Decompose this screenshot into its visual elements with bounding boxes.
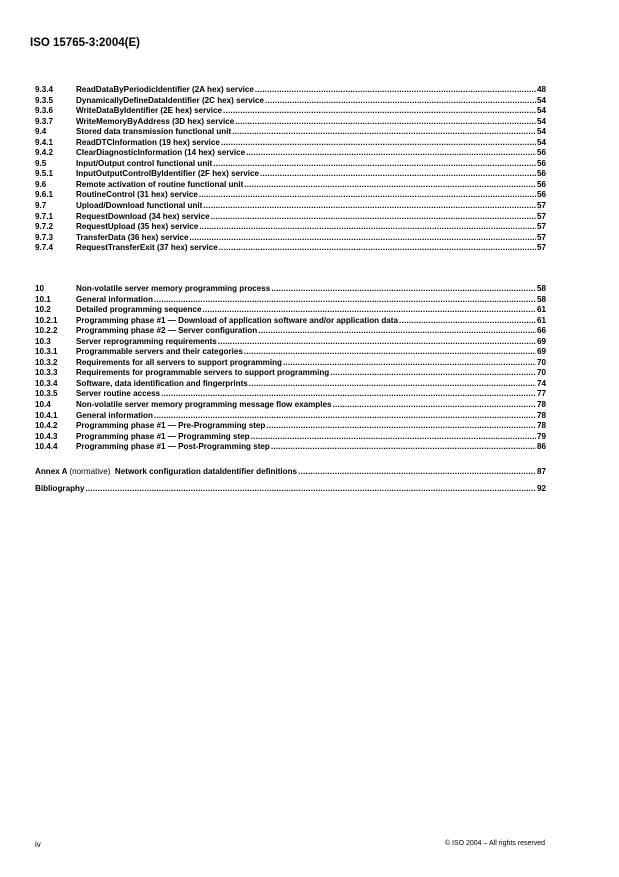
toc-page-number: 78	[536, 421, 546, 431]
toc-page-number: 74	[536, 378, 546, 388]
toc-entry[interactable]	[35, 138, 546, 149]
toc-entry[interactable]	[35, 169, 546, 180]
toc-entry-number: 9.3.6	[35, 106, 54, 116]
toc-entry[interactable]	[35, 389, 546, 400]
toc-entry[interactable]	[35, 400, 546, 411]
toc-section-9	[35, 85, 546, 254]
toc-entry-number: 10.3.2	[35, 357, 58, 367]
dot-leader	[271, 442, 536, 453]
dot-leader	[333, 400, 536, 411]
toc-entry-title: Stored data transmission functional unit	[76, 127, 232, 137]
toc-entry-title: Programming phase #1 — Pre-Programming step	[76, 421, 266, 431]
toc-entry-title: General information	[76, 410, 153, 420]
toc-annex-a	[35, 467, 546, 478]
toc-page-number: 54	[536, 106, 546, 116]
toc-entry-title: ReadDTCInformation (19 hex) service	[76, 137, 220, 147]
toc-entry[interactable]	[35, 190, 546, 201]
toc-entry[interactable]	[35, 233, 546, 244]
toc-entry-number: 9.3.5	[35, 95, 54, 105]
toc-entry[interactable]	[35, 222, 546, 233]
toc-page-number: 57	[536, 243, 546, 253]
toc-page-number: 86	[536, 442, 546, 452]
toc-page-number: 92	[536, 484, 546, 493]
dot-leader	[255, 85, 536, 96]
toc-entry-number: 10.4	[35, 400, 51, 410]
toc-entry[interactable]	[35, 368, 546, 379]
dot-leader	[154, 295, 536, 306]
toc-page-number: 54	[536, 127, 546, 137]
toc-entry[interactable]	[35, 159, 546, 170]
toc-entry-title: Requirements for programmable servers to support programming	[76, 368, 330, 378]
toc-entry-title: Programmable servers and their categories	[76, 347, 243, 357]
dot-leader	[219, 243, 536, 254]
toc-entry-number: 9.7.4	[35, 243, 54, 253]
toc-entry-title: Detailed programming sequence	[76, 305, 202, 315]
toc-entry-title: Software, data identification and fingerprints	[76, 378, 248, 388]
toc-page-number: 87	[536, 467, 546, 476]
toc-page-number: 78	[536, 400, 546, 410]
dot-leader	[246, 148, 536, 159]
toc-entry[interactable]	[35, 316, 546, 327]
toc-page-number: 58	[536, 284, 546, 293]
dot-leader	[258, 326, 536, 337]
toc-entry[interactable]	[35, 148, 546, 159]
dot-leader	[265, 96, 536, 107]
toc-entry-title: Bibliography	[35, 484, 85, 493]
toc-entry[interactable]	[35, 127, 546, 138]
toc-entry-number: 9.6.1	[35, 190, 54, 200]
toc-entry[interactable]	[35, 212, 546, 223]
dot-leader	[203, 201, 536, 212]
toc-entry-number: 9.3.7	[35, 116, 54, 126]
toc-page-number: 79	[536, 431, 546, 441]
toc-bibliography	[35, 484, 546, 495]
toc-entry[interactable]	[35, 467, 546, 478]
toc-page-number: 57	[536, 211, 546, 221]
toc-page-number: 57	[536, 201, 546, 211]
toc-entry-number: 9.4	[35, 127, 47, 137]
toc-page-number: 54	[536, 116, 546, 126]
toc-entry-number: 9.3.4	[35, 85, 54, 94]
toc-entry[interactable]	[35, 337, 546, 348]
toc-entry-number: 9.5.1	[35, 169, 54, 179]
dot-leader	[244, 347, 536, 358]
toc-entry-number: 10.3	[35, 336, 51, 346]
toc-entry[interactable]	[35, 180, 546, 191]
toc-entry-title: RequestTransferExit (37 hex) service	[76, 243, 218, 253]
toc-entry-title: Requirements for all servers to support programming	[76, 357, 282, 367]
toc-entry-title: ReadDataByPeriodicIdentifier (2A hex) service	[76, 85, 254, 94]
toc-page-number: 61	[536, 315, 546, 325]
toc-entry-title: Programming phase #1 — Post-Programming step	[76, 442, 270, 452]
toc-entry-number: 10.3.3	[35, 368, 58, 378]
toc-entry-number: 9.7.3	[35, 232, 54, 242]
toc-entry-title: Programming phase #1 — Programming step	[76, 431, 250, 441]
toc-page-number: 58	[536, 294, 546, 304]
toc-page-number: 57	[536, 232, 546, 242]
toc-entry[interactable]	[35, 305, 546, 316]
dot-leader	[271, 284, 536, 295]
toc-entry[interactable]	[35, 484, 546, 495]
toc-page-number: 78	[536, 410, 546, 420]
page-number: iv	[35, 840, 41, 849]
annex-label: Annex A	[35, 467, 68, 476]
toc-entry-number: 9.4.2	[35, 148, 54, 158]
toc-entry-number: 9.5	[35, 158, 47, 168]
toc-entry-title: General information	[76, 294, 153, 304]
toc-entry-number: 10.4.2	[35, 421, 58, 431]
toc-entry-number: 10.2	[35, 305, 51, 315]
document-header: ISO 15765-3:2004(E)	[30, 37, 140, 49]
toc-entry-title: Programming phase #2 — Server configuration	[76, 326, 258, 336]
toc-entry[interactable]	[35, 379, 546, 390]
toc-entry-number: 10.2.1	[35, 315, 58, 325]
toc-entry-number: 10.4.3	[35, 431, 58, 441]
copyright-notice: © ISO 2004 – All rights reserved	[444, 840, 545, 847]
dot-leader	[213, 159, 536, 170]
dot-leader	[244, 180, 536, 191]
toc-page-number: 69	[536, 336, 546, 346]
toc-page-number: 56	[536, 169, 546, 179]
toc-entry-title: InputOutputControlByIdentifier (2F hex) service	[76, 169, 260, 179]
toc-page-number: 56	[536, 179, 546, 189]
toc-entry-number: 9.6	[35, 179, 47, 189]
toc-entry-number: 9.7.2	[35, 222, 54, 232]
dot-leader	[232, 127, 536, 138]
dot-leader	[85, 484, 536, 495]
toc-entry-title: RequestDownload (34 hex) service	[76, 211, 210, 221]
dot-leader	[199, 222, 536, 233]
toc-page-number: 69	[536, 347, 546, 357]
toc-entry[interactable]	[35, 284, 546, 295]
dot-leader	[211, 212, 536, 223]
dot-leader	[203, 305, 536, 316]
toc-entry[interactable]	[35, 432, 546, 443]
toc-entry[interactable]	[35, 201, 546, 212]
toc-page-number: 57	[536, 222, 546, 232]
toc-entry-number: 10.3.5	[35, 389, 58, 399]
toc-entry[interactable]	[35, 295, 546, 306]
toc-entry-number: 9.7.1	[35, 211, 54, 221]
dot-leader	[251, 432, 536, 443]
toc-entry-number: 10.4.4	[35, 442, 58, 452]
toc-entry-number: 10.4.1	[35, 410, 58, 420]
toc-entry[interactable]	[35, 421, 546, 432]
toc-page-number: 56	[536, 190, 546, 200]
toc-entry-title: Non-volatile server memory programming message flow examples	[76, 400, 332, 410]
dot-leader	[161, 389, 536, 400]
dot-leader	[283, 358, 536, 369]
toc-entry-title: Input/Output control functional unit	[76, 158, 213, 168]
annex-title: Network configuration dataIdentifier definitions	[114, 467, 298, 476]
toc-page-number: 70	[536, 357, 546, 367]
toc-entry-number: 9.4.1	[35, 137, 54, 147]
toc-entry-title: DynamicallyDefineDataIdentifier (2C hex) service	[76, 95, 265, 105]
toc-entry-number: 10.3.1	[35, 347, 58, 357]
dot-leader	[399, 316, 536, 327]
toc-entry-number: 10.1	[35, 294, 51, 304]
toc-entry[interactable]	[35, 106, 546, 117]
toc-entry[interactable]	[35, 326, 546, 337]
dot-leader	[260, 169, 536, 180]
toc-entry-title: Non-volatile server memory programming process	[76, 284, 271, 293]
toc-entry-title: RequestUpload (35 hex) service	[76, 222, 199, 232]
dot-leader	[199, 190, 536, 201]
toc-page-number: 56	[536, 158, 546, 168]
dot-leader	[154, 411, 536, 422]
toc-entry[interactable]	[35, 243, 546, 254]
dot-leader	[235, 117, 536, 128]
toc-entry-number: 9.7	[35, 201, 47, 211]
toc-page-number: 77	[536, 389, 546, 399]
dot-leader	[223, 106, 536, 117]
dot-leader	[266, 421, 536, 432]
toc-page-number: 66	[536, 326, 546, 336]
toc-entry[interactable]	[35, 347, 546, 358]
dot-leader	[218, 337, 536, 348]
toc-entry[interactable]	[35, 96, 546, 107]
toc-entry[interactable]	[35, 411, 546, 422]
toc-page-number: 61	[536, 305, 546, 315]
toc-page-number: 54	[536, 137, 546, 147]
toc-entry-number: 10.3.4	[35, 378, 58, 388]
toc-entry-title: TransferData (36 hex) service	[76, 232, 189, 242]
toc-entry-title: Programming phase #1 — Download of application software and/or application data	[76, 315, 398, 325]
toc-page-number: 48	[536, 85, 546, 94]
toc-entry-title: Server routine access	[76, 389, 161, 399]
toc-entry-title: Upload/Download functional unit	[76, 201, 203, 211]
toc-page-number: 70	[536, 368, 546, 378]
dot-leader	[221, 138, 536, 149]
annex-qualifier: (normative)	[69, 467, 111, 476]
toc-entry-number: 10.2.2	[35, 326, 58, 336]
toc-entry-title: Server reprogramming requirements	[76, 336, 217, 346]
toc-entry-title: WriteMemoryByAddress (3D hex) service	[76, 116, 235, 126]
toc-entry-title: WriteDataByIdentifier (2E hex) service	[76, 106, 223, 116]
dot-leader	[189, 233, 536, 244]
toc-section-10	[35, 284, 546, 453]
toc-entry-number: 10	[35, 284, 45, 293]
toc-page-number: 54	[536, 95, 546, 105]
dot-leader	[249, 379, 536, 390]
toc-page-number: 56	[536, 148, 546, 158]
toc-entry[interactable]	[35, 117, 546, 128]
toc-entry[interactable]	[35, 442, 546, 453]
toc-entry-title: RoutineControl (31 hex) service	[76, 190, 198, 200]
dot-leader	[330, 368, 536, 379]
toc-entry[interactable]	[35, 358, 546, 369]
toc-entry[interactable]	[35, 85, 546, 96]
toc-entry-title: Remote activation of routine functional unit	[76, 179, 244, 189]
dot-leader	[298, 467, 536, 478]
toc-entry-title: ClearDiagnosticInformation (14 hex) service	[76, 148, 246, 158]
